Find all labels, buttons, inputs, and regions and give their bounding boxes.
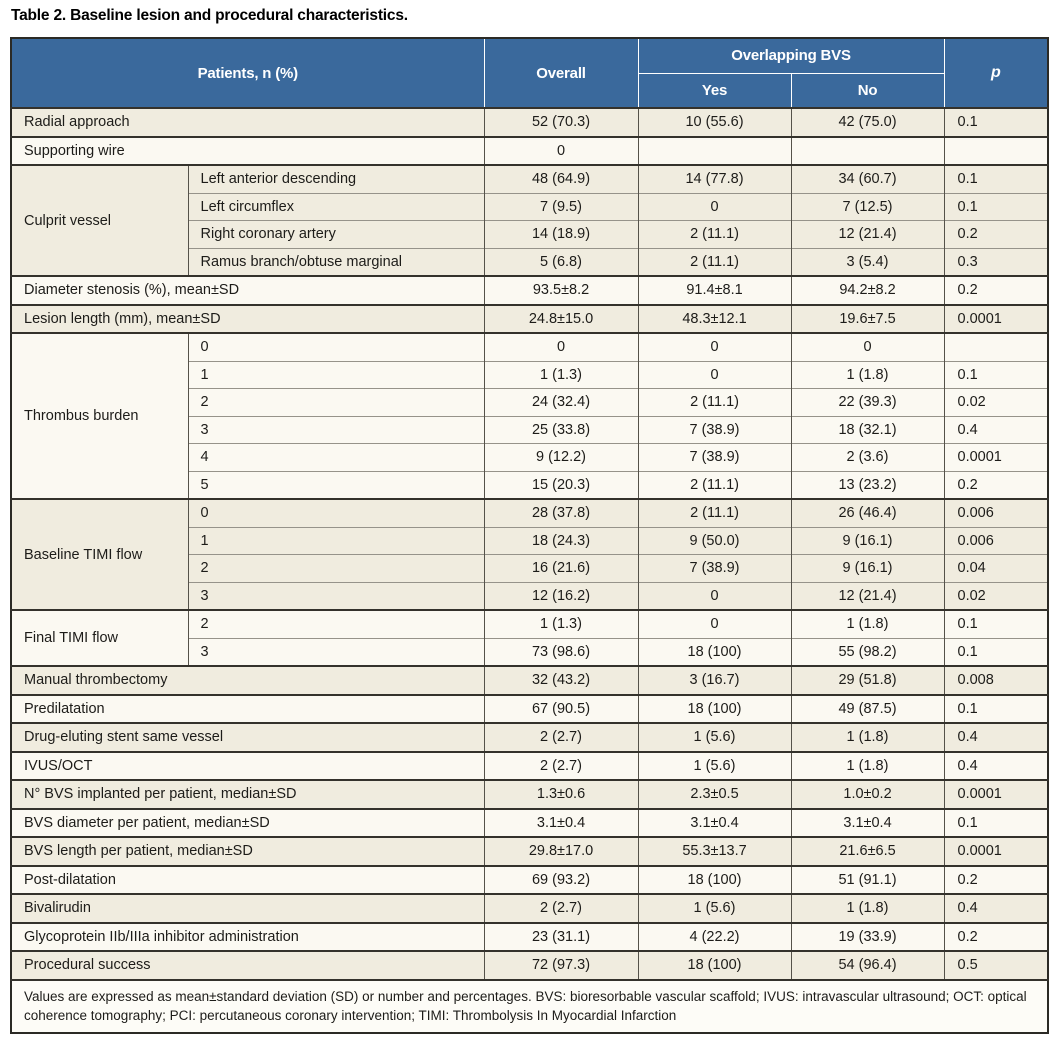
cell-p — [944, 137, 1048, 166]
row-label: N° BVS implanted per patient, median±SD — [11, 780, 484, 809]
cell-yes: 2 (11.1) — [638, 221, 791, 249]
cell-overall: 16 (21.6) — [484, 555, 638, 583]
cell-no: 7 (12.5) — [791, 193, 944, 221]
cell-p: 0.1 — [944, 361, 1048, 389]
cell-yes: 2.3±0.5 — [638, 780, 791, 809]
cell-p: 0.1 — [944, 108, 1048, 137]
cell-overall: 7 (9.5) — [484, 193, 638, 221]
row-label: Supporting wire — [11, 137, 484, 166]
cell-yes: 18 (100) — [638, 866, 791, 895]
cell-overall: 0 — [484, 333, 638, 361]
cell-yes: 18 (100) — [638, 951, 791, 980]
row-label: Drug-eluting stent same vessel — [11, 723, 484, 752]
cell-yes: 0 — [638, 333, 791, 361]
cell-overall: 1.3±0.6 — [484, 780, 638, 809]
cell-no: 0 — [791, 333, 944, 361]
cell-overall: 1 (1.3) — [484, 361, 638, 389]
cell-overall: 12 (16.2) — [484, 582, 638, 610]
cell-no: 54 (96.4) — [791, 951, 944, 980]
cell-no: 2 (3.6) — [791, 444, 944, 472]
cell-p: 0.0001 — [944, 305, 1048, 334]
cell-p: 0.1 — [944, 695, 1048, 724]
table-row — [11, 752, 1048, 781]
cell-overall: 5 (6.8) — [484, 248, 638, 276]
cell-no: 34 (60.7) — [791, 165, 944, 193]
table-header — [11, 38, 1048, 108]
table-row — [11, 723, 1048, 752]
cell-overall: 52 (70.3) — [484, 108, 638, 137]
table-body — [11, 108, 1048, 980]
row-sublabel: 2 — [188, 555, 484, 583]
row-sublabel: 1 — [188, 361, 484, 389]
table-row — [11, 165, 1048, 193]
cell-yes: 0 — [638, 361, 791, 389]
cell-yes: 18 (100) — [638, 695, 791, 724]
cell-p: 0.4 — [944, 752, 1048, 781]
cell-no — [791, 137, 944, 166]
cell-yes: 0 — [638, 610, 791, 638]
cell-no: 1.0±0.2 — [791, 780, 944, 809]
cell-p: 0.0001 — [944, 780, 1048, 809]
cell-yes: 2 (11.1) — [638, 499, 791, 527]
cell-overall: 2 (2.7) — [484, 723, 638, 752]
cell-no: 12 (21.4) — [791, 221, 944, 249]
row-sublabel: 3 — [188, 582, 484, 610]
row-label: Radial approach — [11, 108, 484, 137]
cell-no: 19 (33.9) — [791, 923, 944, 952]
cell-p: 0.2 — [944, 221, 1048, 249]
row-sublabel: 4 — [188, 444, 484, 472]
cell-overall: 67 (90.5) — [484, 695, 638, 724]
cell-yes: 91.4±8.1 — [638, 276, 791, 305]
row-label: Manual thrombectomy — [11, 666, 484, 695]
cell-overall: 15 (20.3) — [484, 471, 638, 499]
cell-p: 0.02 — [944, 582, 1048, 610]
header-overlapping-bvs: Overlapping BVS — [638, 38, 944, 73]
row-label: Diameter stenosis (%), mean±SD — [11, 276, 484, 305]
table-row — [11, 137, 1048, 166]
table-row — [11, 780, 1048, 809]
cell-p: 0.1 — [944, 809, 1048, 838]
header-overall: Overall — [484, 38, 638, 108]
cell-p: 0.5 — [944, 951, 1048, 980]
cell-yes: 9 (50.0) — [638, 527, 791, 555]
cell-no: 19.6±7.5 — [791, 305, 944, 334]
row-label: Bivalirudin — [11, 894, 484, 923]
cell-no: 18 (32.1) — [791, 416, 944, 444]
row-label: Final TIMI flow — [11, 610, 188, 666]
cell-no: 22 (39.3) — [791, 389, 944, 417]
cell-yes: 1 (5.6) — [638, 723, 791, 752]
header-no: No — [791, 73, 944, 108]
row-sublabel: 0 — [188, 499, 484, 527]
cell-overall: 0 — [484, 137, 638, 166]
cell-yes: 3 (16.7) — [638, 666, 791, 695]
cell-no: 9 (16.1) — [791, 527, 944, 555]
table-row — [11, 499, 1048, 527]
cell-no: 1 (1.8) — [791, 894, 944, 923]
cell-no: 3 (5.4) — [791, 248, 944, 276]
cell-overall: 1 (1.3) — [484, 610, 638, 638]
cell-p: 0.006 — [944, 499, 1048, 527]
cell-overall: 29.8±17.0 — [484, 837, 638, 866]
cell-no: 9 (16.1) — [791, 555, 944, 583]
cell-no: 42 (75.0) — [791, 108, 944, 137]
cell-overall: 9 (12.2) — [484, 444, 638, 472]
row-label: Post-dilatation — [11, 866, 484, 895]
table-row — [11, 333, 1048, 361]
cell-p: 0.4 — [944, 416, 1048, 444]
row-sublabel: Left circumflex — [188, 193, 484, 221]
cell-yes — [638, 137, 791, 166]
row-sublabel: Left anterior descending — [188, 165, 484, 193]
cell-no: 13 (23.2) — [791, 471, 944, 499]
cell-overall: 14 (18.9) — [484, 221, 638, 249]
cell-yes: 48.3±12.1 — [638, 305, 791, 334]
row-sublabel: 3 — [188, 416, 484, 444]
row-label: BVS length per patient, median±SD — [11, 837, 484, 866]
cell-overall: 72 (97.3) — [484, 951, 638, 980]
table-row — [11, 809, 1048, 838]
row-sublabel: 2 — [188, 610, 484, 638]
cell-p: 0.1 — [944, 610, 1048, 638]
row-sublabel: 3 — [188, 638, 484, 666]
cell-overall: 69 (93.2) — [484, 866, 638, 895]
cell-no: 3.1±0.4 — [791, 809, 944, 838]
table-footnote: Values are expressed as mean±standard deviation (SD) or number and percentages. BVS: bioresorbable vascular scaffold; IVUS: intravascular ultrasound; OCT: optical coherence tomography; PCI: percutaneous coronary intervention; TIMI: Thrombolysis In Myocardial Infarction — [11, 980, 1048, 1033]
row-sublabel: 0 — [188, 333, 484, 361]
cell-overall: 2 (2.7) — [484, 752, 638, 781]
cell-overall: 18 (24.3) — [484, 527, 638, 555]
table-row — [11, 610, 1048, 638]
cell-p: 0.008 — [944, 666, 1048, 695]
cell-yes: 7 (38.9) — [638, 444, 791, 472]
cell-yes: 1 (5.6) — [638, 894, 791, 923]
row-label: Predilatation — [11, 695, 484, 724]
row-sublabel: Ramus branch/obtuse marginal — [188, 248, 484, 276]
cell-p: 0.3 — [944, 248, 1048, 276]
cell-no: 29 (51.8) — [791, 666, 944, 695]
cell-p: 0.1 — [944, 638, 1048, 666]
row-sublabel: 2 — [188, 389, 484, 417]
cell-yes: 14 (77.8) — [638, 165, 791, 193]
row-label: Glycoprotein IIb/IIIa inhibitor administration — [11, 923, 484, 952]
cell-overall: 24 (32.4) — [484, 389, 638, 417]
cell-no: 1 (1.8) — [791, 752, 944, 781]
table-row — [11, 837, 1048, 866]
cell-p: 0.0001 — [944, 837, 1048, 866]
cell-yes: 2 (11.1) — [638, 248, 791, 276]
baseline-characteristics-table — [10, 37, 1049, 1034]
row-label: Baseline TIMI flow — [11, 499, 188, 610]
table-footer — [11, 980, 1048, 1033]
cell-no: 1 (1.8) — [791, 723, 944, 752]
cell-overall: 28 (37.8) — [484, 499, 638, 527]
row-sublabel: Right coronary artery — [188, 221, 484, 249]
cell-no: 55 (98.2) — [791, 638, 944, 666]
cell-p: 0.04 — [944, 555, 1048, 583]
row-label: Culprit vessel — [11, 165, 188, 276]
cell-yes: 18 (100) — [638, 638, 791, 666]
row-sublabel: 5 — [188, 471, 484, 499]
table-row — [11, 666, 1048, 695]
table-row — [11, 951, 1048, 980]
header-patients: Patients, n (%) — [11, 38, 484, 108]
cell-overall: 73 (98.6) — [484, 638, 638, 666]
cell-overall: 3.1±0.4 — [484, 809, 638, 838]
cell-p: 0.4 — [944, 723, 1048, 752]
cell-no: 1 (1.8) — [791, 610, 944, 638]
table-row — [11, 108, 1048, 137]
cell-p: 0.2 — [944, 276, 1048, 305]
cell-p: 0.4 — [944, 894, 1048, 923]
header-p: p — [944, 38, 1048, 108]
row-label: Thrombus burden — [11, 333, 188, 499]
cell-p: 0.2 — [944, 923, 1048, 952]
cell-p: 0.2 — [944, 471, 1048, 499]
cell-overall: 2 (2.7) — [484, 894, 638, 923]
row-label: IVUS/OCT — [11, 752, 484, 781]
cell-yes: 1 (5.6) — [638, 752, 791, 781]
cell-yes: 3.1±0.4 — [638, 809, 791, 838]
cell-yes: 55.3±13.7 — [638, 837, 791, 866]
cell-yes: 0 — [638, 193, 791, 221]
cell-p — [944, 333, 1048, 361]
cell-overall: 48 (64.9) — [484, 165, 638, 193]
cell-yes: 10 (55.6) — [638, 108, 791, 137]
cell-p: 0.006 — [944, 527, 1048, 555]
cell-no: 12 (21.4) — [791, 582, 944, 610]
row-label: Lesion length (mm), mean±SD — [11, 305, 484, 334]
header-yes: Yes — [638, 73, 791, 108]
table-title: Table 2. Baseline lesion and procedural characteristics. — [11, 7, 408, 24]
cell-overall: 93.5±8.2 — [484, 276, 638, 305]
cell-no: 26 (46.4) — [791, 499, 944, 527]
cell-no: 94.2±8.2 — [791, 276, 944, 305]
cell-no: 21.6±6.5 — [791, 837, 944, 866]
table-row — [11, 305, 1048, 334]
cell-p: 0.1 — [944, 193, 1048, 221]
cell-yes: 7 (38.9) — [638, 416, 791, 444]
cell-p: 0.1 — [944, 165, 1048, 193]
row-sublabel: 1 — [188, 527, 484, 555]
cell-overall: 32 (43.2) — [484, 666, 638, 695]
table-row — [11, 276, 1048, 305]
cell-yes: 4 (22.2) — [638, 923, 791, 952]
cell-p: 0.0001 — [944, 444, 1048, 472]
table-row — [11, 695, 1048, 724]
cell-overall: 25 (33.8) — [484, 416, 638, 444]
cell-yes: 7 (38.9) — [638, 555, 791, 583]
row-label: Procedural success — [11, 951, 484, 980]
table-row — [11, 894, 1048, 923]
cell-p: 0.02 — [944, 389, 1048, 417]
cell-yes: 2 (11.1) — [638, 389, 791, 417]
cell-yes: 0 — [638, 582, 791, 610]
cell-overall: 24.8±15.0 — [484, 305, 638, 334]
cell-yes: 2 (11.1) — [638, 471, 791, 499]
cell-overall: 23 (31.1) — [484, 923, 638, 952]
cell-no: 49 (87.5) — [791, 695, 944, 724]
row-label: BVS diameter per patient, median±SD — [11, 809, 484, 838]
cell-no: 51 (91.1) — [791, 866, 944, 895]
table-row — [11, 866, 1048, 895]
cell-no: 1 (1.8) — [791, 361, 944, 389]
table-row — [11, 923, 1048, 952]
cell-p: 0.2 — [944, 866, 1048, 895]
